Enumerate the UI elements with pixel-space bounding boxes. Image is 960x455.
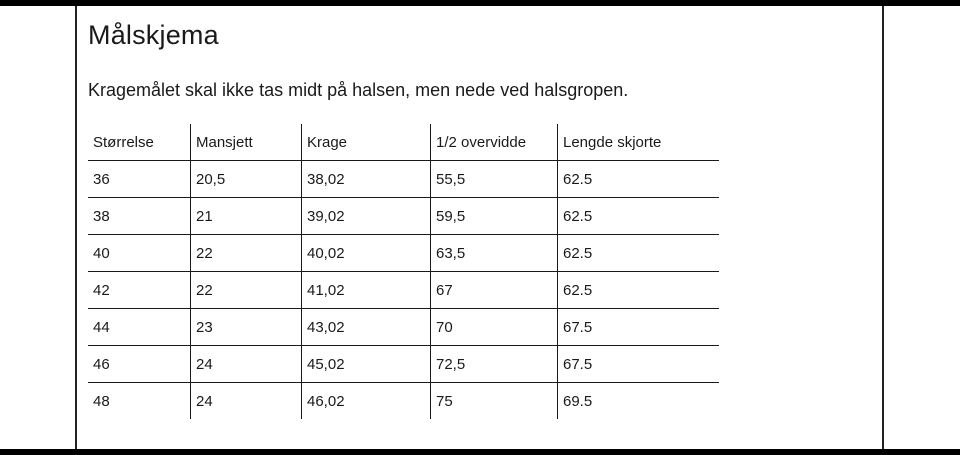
table-cell: 38 [88,198,191,235]
table-cell: 41,02 [302,272,431,309]
column-header-collar: Krage [302,124,431,161]
table-header-row [88,124,719,161]
table-cell: 48 [93,392,110,410]
column-header-half-chest: 1/2 overvidde [431,124,558,161]
left-margin-rule [75,6,77,449]
table-cell: 40 [88,235,191,272]
table-cell: 40,02 [302,235,431,272]
table-cell: 22 [191,272,302,309]
table-row [88,383,719,420]
table-cell: 75 [431,383,558,420]
table-row [88,346,719,383]
intro-text: Kragemålet skal ikke tas midt på halsen, men nede ved halsgropen. [88,80,629,100]
column-header-shirt-length: Lengde skjorte [558,124,720,161]
table-row [88,198,719,235]
table-cell: 70 [431,309,558,346]
table-cell: 38,02 [302,161,431,198]
table-cell: 20,5 [191,161,302,198]
right-margin-rule [882,6,884,449]
table-cell: 39,02 [302,198,431,235]
page-title: Målskjema [88,20,219,50]
table-cell: 46,02 [302,383,431,420]
table-row [88,309,719,346]
table-cell: 46 [88,346,191,383]
table-cell: 69.5 [558,383,720,420]
table-cell: 42 [88,272,191,309]
table-cell: 24 [191,383,302,420]
table-cell: 62.5 [558,161,720,198]
column-header-cuff: Mansjett [191,124,302,161]
top-border [0,0,960,6]
table-row [88,272,719,309]
table-cell: 72,5 [431,346,558,383]
table-cell: 22 [191,235,302,272]
table-cell: 43,02 [302,309,431,346]
table-cell: 63,5 [431,235,558,272]
table-cell: 67.5 [558,346,720,383]
table-cell: 24 [191,346,302,383]
table-cell: 36 [88,161,191,198]
table-cell: 62.5 [558,198,720,235]
table-cell: 67.5 [558,309,720,346]
column-header-size: Størrelse [88,124,191,161]
table-cell: 23 [191,309,302,346]
bottom-border [0,449,960,455]
table-cell: 62.5 [558,235,720,272]
table-row [88,161,719,198]
size-chart-table [88,124,719,419]
table-cell: 45,02 [302,346,431,383]
table-cell: 67 [431,272,558,309]
table-row [88,235,719,272]
table-cell: 62.5 [558,272,720,309]
table-cell: 55,5 [431,161,558,198]
table-cell: 44 [88,309,191,346]
table-cell: 59,5 [431,198,558,235]
table-cell: 21 [191,198,302,235]
